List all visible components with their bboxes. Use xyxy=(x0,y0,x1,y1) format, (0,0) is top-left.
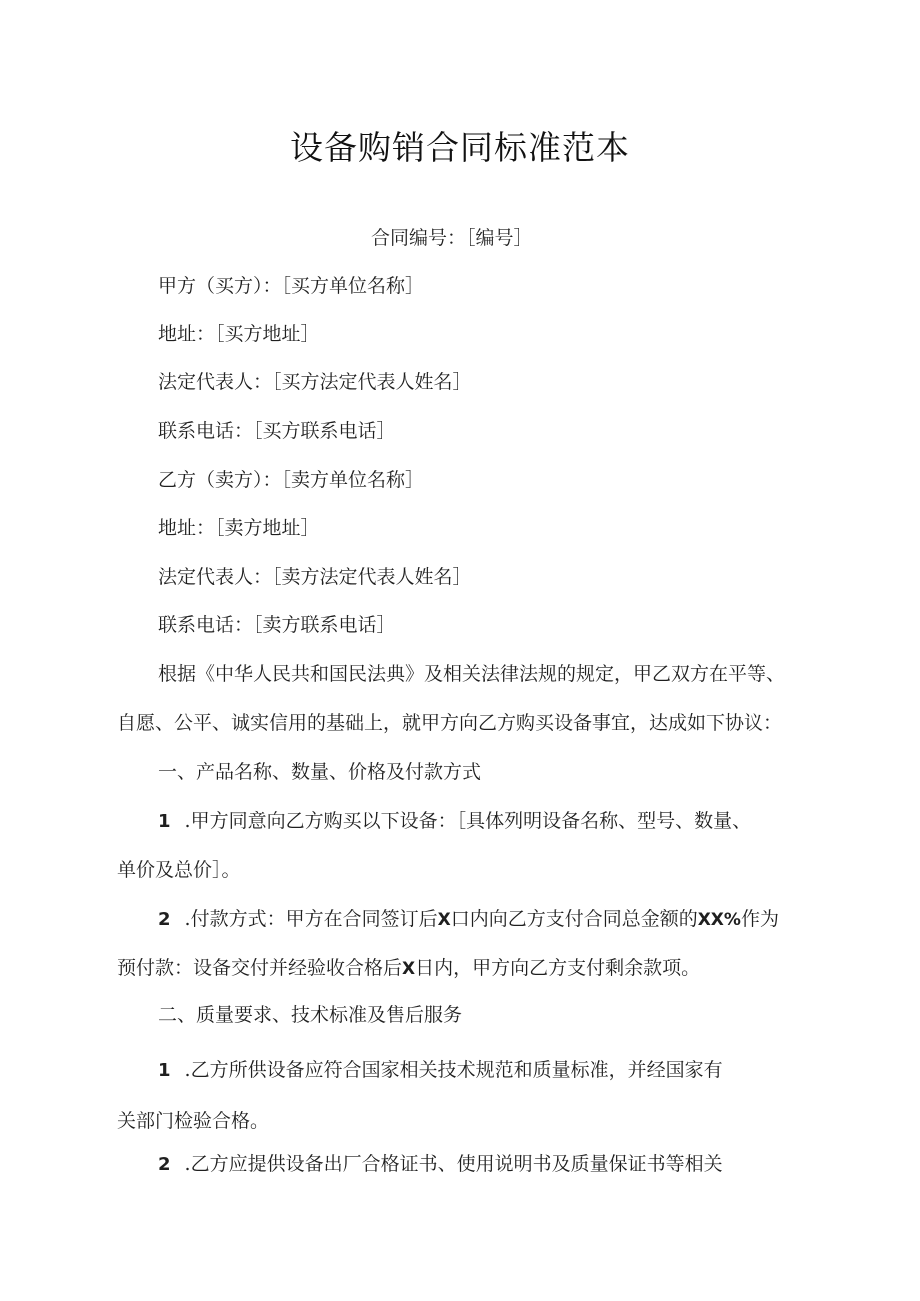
page-title: 设备购销合同标准范本 xyxy=(290,128,630,167)
item-text: 日内，甲方向乙方支付剩余款项。 xyxy=(415,957,701,979)
item-number: 2 xyxy=(158,909,171,930)
intro-paragraph-line1: 根据《中华人民共和国民法典》及相关法律法规的规定，甲乙双方在平等、 xyxy=(158,663,786,685)
party-b-representative: 法定代表人：［卖方法定代表人姓名］ xyxy=(158,566,472,588)
party-b: 乙方（卖方）：［卖方单位名称］ xyxy=(158,469,425,491)
party-a: 甲方（买方）：［买方单位名称］ xyxy=(158,275,425,297)
section-2-item-1 xyxy=(158,1057,723,1084)
party-a-phone: 联系电话：［买方联系电话］ xyxy=(158,420,396,442)
section-1-heading: 一、产品名称、数量、价格及付款方式 xyxy=(158,761,482,783)
section-1-item-1 xyxy=(158,808,751,835)
section-1-item-1-continuation: 单价及总价］。 xyxy=(117,859,241,881)
party-b-address: 地址：［卖方地址］ xyxy=(158,517,320,539)
section-2-item-1-continuation: 关部门检验合格。 xyxy=(117,1110,270,1132)
item-text: .甲方同意向乙方购买以下设备：［具体列明设备名称、型号、数量、 xyxy=(184,810,752,832)
item-number: 1 xyxy=(158,811,171,832)
section-1-item-2-continuation xyxy=(117,955,700,982)
section-2-heading: 二、质量要求、技术标准及售后服务 xyxy=(158,1004,463,1026)
item-text: 预付款：设备交付并经验收合格后 xyxy=(117,957,403,979)
item-text: .乙方应提供设备出厂合格证书、使用说明书及质量保证书等相关 xyxy=(184,1153,723,1175)
intro-paragraph-line2: 自愿、公平、诚实信用的基础上，就甲方向乙方购买设备事宜，达成如下协议： xyxy=(117,712,783,734)
placeholder-x: X xyxy=(437,910,451,930)
item-number: 2 xyxy=(158,1154,171,1175)
item-text: .付款方式：甲方在合同签订后 xyxy=(184,908,438,930)
item-number: 1 xyxy=(158,1060,171,1081)
placeholder-percent: XX% xyxy=(697,910,741,930)
party-b-phone: 联系电话：［卖方联系电话］ xyxy=(158,614,396,636)
contract-number: 合同编号：［编号］ xyxy=(371,227,533,249)
placeholder-x: X xyxy=(402,959,416,979)
party-a-representative: 法定代表人：［买方法定代表人姓名］ xyxy=(158,371,472,393)
item-text: 作为 xyxy=(740,908,779,930)
section-1-item-2 xyxy=(158,906,779,933)
section-2-item-2 xyxy=(158,1151,723,1178)
item-text: 口内向乙方支付合同总金额的 xyxy=(450,908,698,930)
item-text: .乙方所供设备应符合国家相关技术规范和质量标准，并经国家有 xyxy=(184,1059,723,1081)
party-a-address: 地址：［买方地址］ xyxy=(158,323,320,345)
